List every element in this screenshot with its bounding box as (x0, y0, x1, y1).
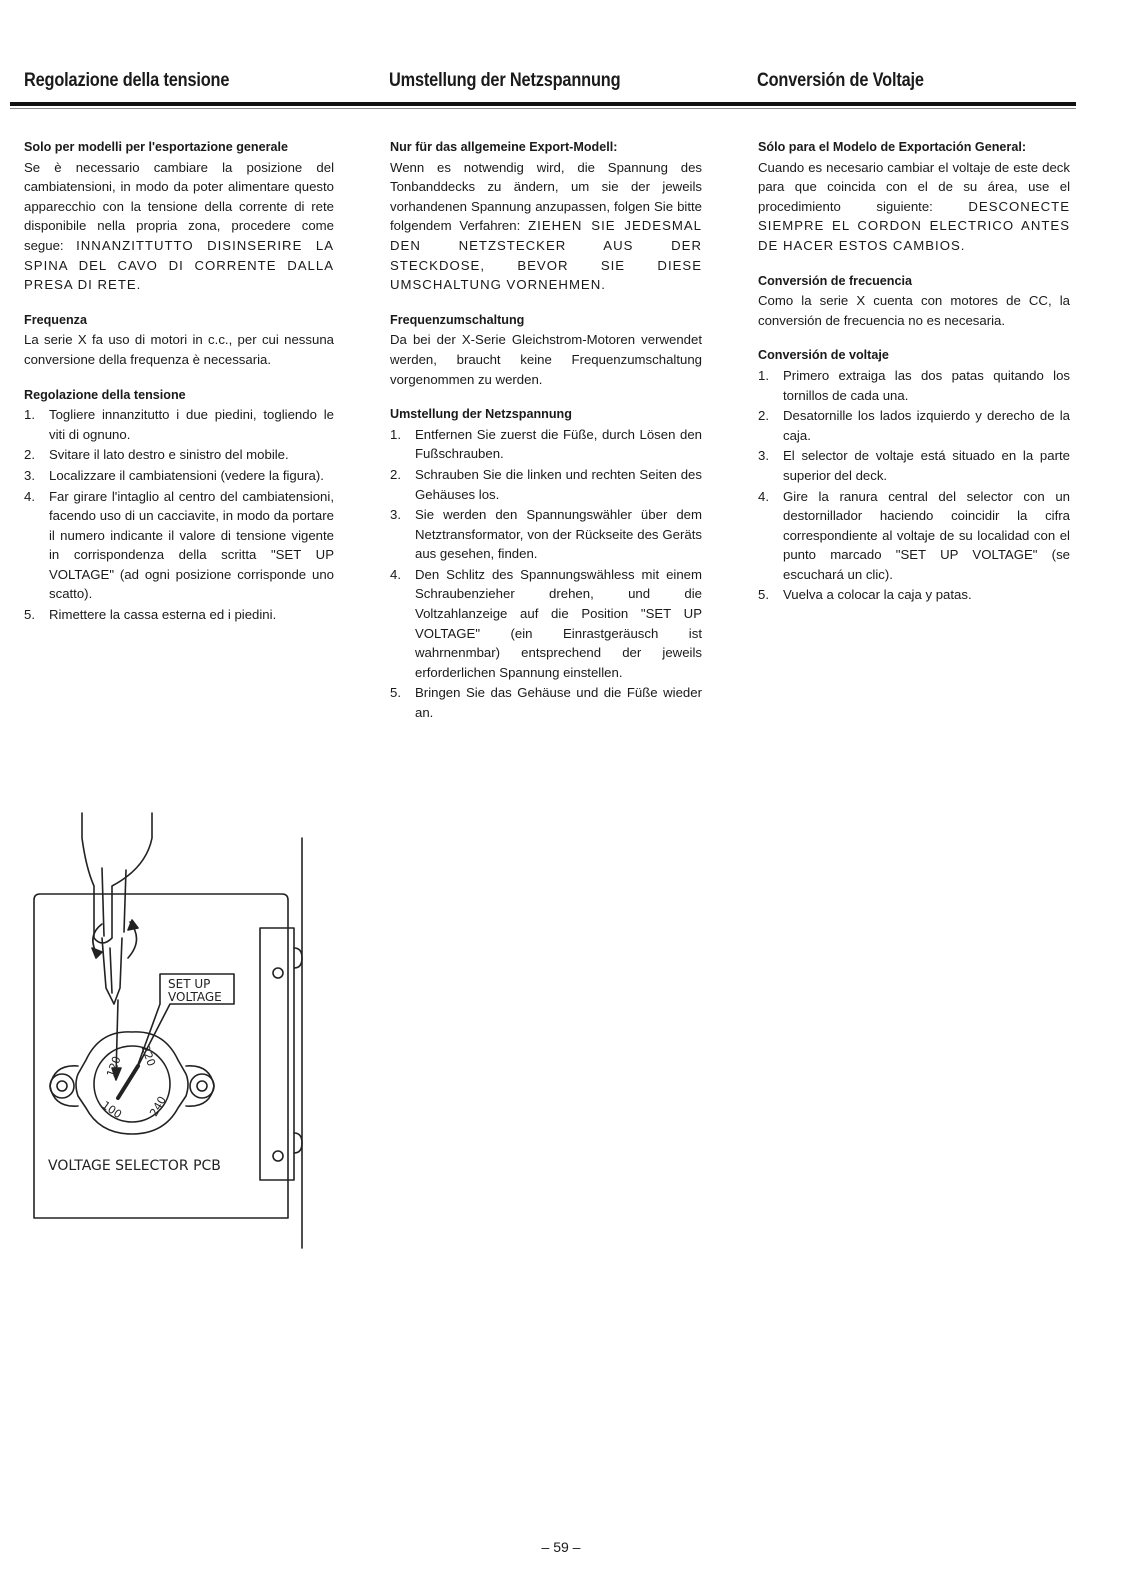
german-export-title: Nur für das allgemeine Export-Modell: (390, 140, 618, 154)
spanish-export-text: Cuando es necesario cambiar el voltaje de este deck para que coincida con el de su área, use el procedimiento siguiente: DESCONECTE SIEMPRE EL CORDON ELECTRICO ANTES DE HACER ESTOS CAMBIOS. (758, 159, 1070, 253)
italian-export-warning: INNANZITTUTTO DISINSERIRE LA SPINA DEL CAVO DI CORRENTE DALLA PRESA DI RETE. (24, 237, 334, 293)
list-item: 3. El selector de voltaje está situado en la parte superior del deck. (758, 448, 1070, 483)
column-headers (24, 70, 1076, 100)
list-item: 1. Primero extraiga las dos patas quitando los tornillos de cada una. (758, 367, 1070, 403)
header-italian: Regolazione della tensione (24, 70, 230, 91)
italian-steps (24, 405, 334, 625)
list-item: 4. Gire la ranura central del selector con un destornillador haciendo coincidir la cifra correspondiente al voltaje de su localidad con el punto marcado "SET UP VOLTAGE" (se escuchará un clic). (758, 488, 1070, 582)
italian-column (24, 138, 334, 626)
list-item: 1. Togliere innanzitutto i due piedini, togliendo le viti di ognuno. (24, 407, 334, 442)
spanish-export-warning: DESCONECTE SIEMPRE EL CORDON ELECTRICO ANTES DE HACER ESTOS CAMBIOS. (758, 198, 1070, 253)
list-item: 3. Localizzare il cambiatensioni (vedere la figura). (24, 467, 324, 483)
pcb-label: VOLTAGE SELECTOR PCB (48, 1158, 221, 1174)
german-freq-title: Frequenzumschaltung (390, 312, 525, 327)
spanish-freq-title: Conversión de frecuencia (758, 273, 912, 288)
list-item: 2. Svitare il lato destro e sinistro del mobile. (24, 447, 289, 463)
german-export-warning: ZIEHEN SIE JEDESMAL DEN NETZSTECKER AUS DER STECKDOSE, BEVOR SIE DIESE UMSCHALTUNG VORNEHMEN. (390, 218, 702, 293)
dial-label-220: 220 (138, 1043, 158, 1068)
dial-label-120: 120 (104, 1054, 124, 1079)
german-steps (390, 425, 702, 723)
italian-freq-text: La serie X fa uso di motori in c.c., per cui nessuna conversione della frequenza è necessaria. (24, 332, 334, 367)
italian-volt-title: Regolazione della tensione (24, 387, 186, 402)
header-spanish: Conversión de Voltaje (757, 70, 924, 91)
german-export-text: Wenn es notwendig wird, die Spannung des Tonbanddecks zu ändern, um sie der jeweils vorhandenen Spannung anzupassen, folgen Sie bitte folgendem Verfahren: ZIEHEN SIE JEDESMAL DEN NETZSTECKER AUS DER STECKDOSE, BEVOR SIE DIESE UMSCHALTUNG VORNEHMEN. (390, 159, 702, 293)
list-item: 2. Schrauben Sie die linken und rechten Seiten des Gehäuses los. (390, 466, 702, 502)
list-item: 4. Den Schlitz des Spannungswähless mit einem Schraubenzieher drehen, und die Voltzahlanzeige auf die Position "SET UP VOLTAGE" (ein Einrastgeräusch ist wahrnenmbar) entsprechend der jeweils erforderlichen Spannung einstellen. (390, 566, 702, 680)
spanish-column (758, 138, 1070, 606)
german-volt-title: Umstellung der Netzspannung (390, 407, 572, 422)
list-item: 2. Desatornille los lados izquierdo y derecho de la caja. (758, 408, 1070, 443)
list-item: 5. Bringen Sie das Gehäuse und die Füße wieder an. (390, 685, 702, 721)
header-rule (10, 102, 1076, 106)
page-number: – 59 – (541, 1539, 581, 1555)
spanish-volt-title: Conversión de voltaje (758, 348, 889, 363)
spanish-freq-text: Como la serie X cuenta con motores de CC, la conversión de frecuencia no es necesaria. (758, 293, 1070, 328)
list-item: 3. Sie werden den Spannungswähler über dem Netztransformator, von der Rückseite des Geräts aus gesehen, finden. (390, 507, 702, 562)
spanish-export-title: Sólo para el Modelo de Exportación General: (758, 140, 1027, 154)
german-freq-text: Da bei der X-Serie Gleichstrom-Motoren verwendet werden, braucht keine Frequenzumschaltung vorgenommen zu werden. (390, 332, 702, 387)
list-item: 4. Far girare l'intaglio al centro del cambiatensioni, facendo uso di un cacciavite, in modo da portare il numero indicante il valore di tensione vigente in corrispondenza della scritta "SET UP VOLTAGE" (ad ogni posizione corrisponde uno scatto). (24, 488, 334, 602)
dial-label-100: 100 (99, 1098, 125, 1122)
italian-freq-title: Frequenza (24, 312, 87, 327)
german-column (390, 138, 702, 724)
header-german: Umstellung der Netzspannung (389, 70, 621, 91)
list-item: 5. Vuelva a colocar la caja y patas. (758, 587, 972, 603)
list-item: 5. Rimettere la cassa esterna ed i piedini. (24, 607, 277, 623)
voltage-selector-figure (20, 808, 320, 1253)
italian-export-title: Solo per modelli per l'esportazione generale (24, 140, 289, 154)
dial-label-240: 240 (147, 1094, 170, 1119)
spanish-steps (758, 366, 1070, 605)
callout-line-2: VOLTAGE (168, 990, 222, 1004)
callout-line-1: SET UP (168, 977, 211, 991)
header-rule-thin (10, 108, 1076, 109)
list-item: 1. Entfernen Sie zuerst die Füße, durch Lösen den Fußschrauben. (390, 426, 702, 462)
italian-export-text: Se è necessario cambiare la posizione del cambiatensioni, in modo da poter alimentare questo apparecchio con la tensione della corrente di rete disponibile nella propria zona, procedere come segue: INNANZITTUTTO DISINSERIRE LA SPINA DEL CAVO DI CORRENTE DALLA PRESA DI RETE. (24, 159, 334, 293)
